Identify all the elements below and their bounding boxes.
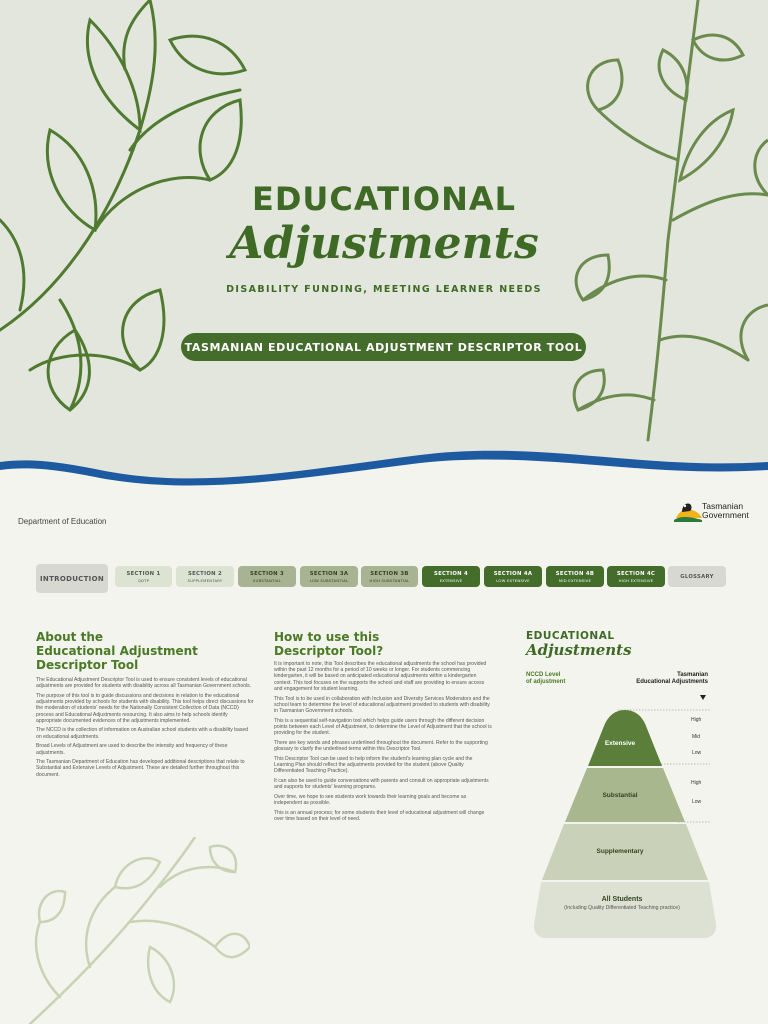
tasmanian-devil-logo-icon: [672, 498, 704, 524]
tasmanian-government-logo: [672, 497, 752, 525]
how-to-heading-line2: Descriptor Tool?: [274, 644, 384, 658]
how-to-paragraph: This is an annual process; for some students their level of educational adjustment will change over time based on their level of need.: [274, 809, 485, 822]
tab-sublabel: HIGH EXTENSIVE: [618, 577, 654, 583]
cover-title-line1: EDUCATIONAL: [251, 180, 517, 218]
tab-sublabel: LOW SUBSTANTIAL: [309, 577, 349, 583]
cover-subtitle: DISABILITY FUNDING, MEETING LEARNER NEEDS: [226, 284, 542, 295]
tab-label: SECTION 2: [187, 570, 223, 577]
tasmanian-adjustments-label: [600, 672, 708, 686]
gov-logo-line2: Government: [702, 510, 749, 520]
tab-label: GLOSSARY: [680, 573, 714, 580]
about-heading-line2: Educational Adjustment: [36, 644, 198, 658]
about-heading-line1: About the: [36, 630, 103, 644]
tab-section-4c[interactable]: [607, 566, 665, 587]
tab-introduction[interactable]: [36, 564, 108, 593]
introduction-page: [0, 542, 768, 1024]
section-tabs: [36, 564, 726, 594]
pyramid-all-students: [527, 896, 717, 911]
tab-section-3b[interactable]: [361, 566, 418, 587]
tas-label-line1: Tasmanian: [677, 672, 708, 678]
tab-section-4b[interactable]: [546, 566, 604, 587]
nccd-level-label: [526, 672, 596, 686]
how-to-paragraph: It is important to note, this Tool describes the educational adjustments the school has provided within the past 12 months for a period of 10 weeks or longer. For students commencing kindergarten, it will be based on anticipated educational adjustments within a kindergarten context. This tool focuses on the supports the school and staff are providing to ensure access and engagement for student learning.: [274, 661, 487, 692]
tab-label: SECTION 4A: [493, 570, 533, 577]
pyramid-title-line2: Adjustments: [526, 641, 632, 659]
substantial-high-label: High: [691, 780, 702, 786]
tab-section-3[interactable]: [238, 566, 296, 587]
how-to-section: [274, 630, 492, 825]
tool-name-banner: [181, 333, 586, 361]
department-label: Department of Education: [18, 517, 107, 526]
tab-label: SECTION 4B: [555, 570, 595, 577]
tab-section-4a[interactable]: [484, 566, 542, 587]
pyramid-all-students-note: (Including Quality Differentiated Teaching practice): [564, 905, 680, 911]
tab-label: SECTION 3A: [309, 570, 349, 577]
about-paragraph: The Tasmanian Department of Education has developed additional descriptions that relate to Substantial and Extensive Levels of Adjustment. These are detailed further throughout this document.: [36, 759, 245, 778]
pyramid-title-line1: EDUCATIONAL: [526, 630, 615, 642]
how-to-heading-line1: How to use this: [274, 630, 380, 644]
about-body: [36, 677, 254, 778]
pyramid-label-supplementary: Supplementary: [596, 848, 644, 855]
tab-section-4[interactable]: [422, 566, 480, 587]
how-to-body: [274, 661, 492, 822]
extensive-high-label: High: [691, 717, 702, 723]
tab-label: SECTION 3: [249, 570, 285, 577]
pyramid-label-substantial: Substantial: [602, 792, 638, 799]
how-to-paragraph: This Descriptor Tool can be used to help inform the student's learning plan cycle and the Learning Plan should reflect the adjustments provided for the student (above Quality Differentiated Teaching Practice).: [274, 755, 473, 775]
how-to-heading: [274, 630, 492, 658]
tab-sublabel: LOW EXTENSIVE: [496, 577, 530, 583]
how-to-paragraph: There are key words and phrases underlined throughout the document. Refer to the supporting glossary to clarify the underlined terms within this Descriptor Tool.: [274, 739, 488, 752]
gov-logo-line1: Tasmanian: [702, 501, 744, 511]
tab-sublabel: QDTP: [137, 577, 150, 583]
how-to-paragraph: This Tool is to be used in collaboration with Inclusion and Diversity Services Moderators and the school team to determine the level of educational adjustment provided to students with disability in Tasmanian Government schools.: [274, 695, 490, 714]
tas-label-line2: Educational Adjustments: [636, 679, 708, 685]
tab-sublabel: SUPPLEMENTARY: [187, 577, 223, 583]
tab-section-3a[interactable]: [300, 566, 358, 587]
extensive-mid-label: Mid: [692, 734, 701, 740]
tab-sublabel: MID EXTENSIVE: [558, 577, 592, 583]
extensive-low-label: Low: [692, 750, 702, 756]
tab-label: SECTION 4C: [616, 570, 656, 577]
pyramid-label-all-students: All Students: [601, 896, 643, 903]
how-to-paragraph: This is a sequential self-navigation tool which helps guide users through the different decision points between each Level of Adjustment, to determine the Level of Adjustment that the school is providing for the student.: [274, 717, 492, 737]
tab-section-2[interactable]: [176, 566, 234, 587]
about-paragraph: The purpose of this tool is to guide discussions and decisions in relation to the educational adjustments provided by schools for students with disability. This tool helps direct discussions for the moderation of students' needs for the Nationally Consistent Collection of Data (NCCD) process and Educational Adjustments resourcing. It also aims to help schools identify appropriate documented evidences of the adjustments implemented.: [36, 692, 254, 724]
about-paragraph: The Educational Adjustment Descriptor Tool is used to ensure consistent levels of educational adjustments are provided for students with disability across all Tasmanian Government schools.: [36, 677, 252, 690]
tab-sublabel: EXTENSIVE: [439, 577, 463, 583]
about-section: [36, 630, 254, 781]
about-heading-line3: Descriptor Tool: [36, 658, 139, 672]
tool-name-text: TASMANIAN EDUCATIONAL ADJUSTMENT DESCRIPTOR TOOL: [184, 340, 583, 354]
nccd-label-line1: NCCD Level: [526, 672, 561, 678]
tab-glossary[interactable]: [668, 566, 726, 587]
tab-label: SECTION 3B: [370, 570, 409, 577]
cover-title-line2: Adjustments: [229, 218, 539, 269]
pyramid-tier-extensive: [588, 710, 662, 766]
tab-label: INTRODUCTION: [40, 574, 104, 583]
tab-label: SECTION 1: [126, 570, 161, 577]
about-paragraph: The NCCD is the collection of information on Australian school students with a disability based on educational adjustments.: [36, 727, 249, 740]
how-to-paragraph: It can also be used to guide conversations with parents and consult on appropriate adjustments and supports for students' learning programs.: [274, 777, 489, 790]
down-arrow-icon: [700, 695, 706, 700]
tab-sublabel: HIGH SUBSTANTIAL: [369, 577, 410, 583]
leaf-illustration-faded: [20, 837, 250, 1024]
tab-label: SECTION 4: [433, 570, 469, 577]
how-to-paragraph: Over time, we hope to see students work towards their learning goals and become as independent as possible.: [274, 793, 467, 806]
tab-section-1[interactable]: [115, 566, 172, 587]
substantial-low-label: Low: [692, 799, 702, 805]
nccd-label-line2: of adjustment: [526, 679, 566, 685]
about-heading: [36, 630, 254, 672]
pyramid-label-extensive: Extensive: [604, 740, 636, 747]
about-paragraph: Broad Levels of Adjustment are used to describe the intensity and frequency of these adjustments.: [36, 743, 228, 756]
tab-sublabel: SUBSTANTIAL: [253, 577, 281, 583]
